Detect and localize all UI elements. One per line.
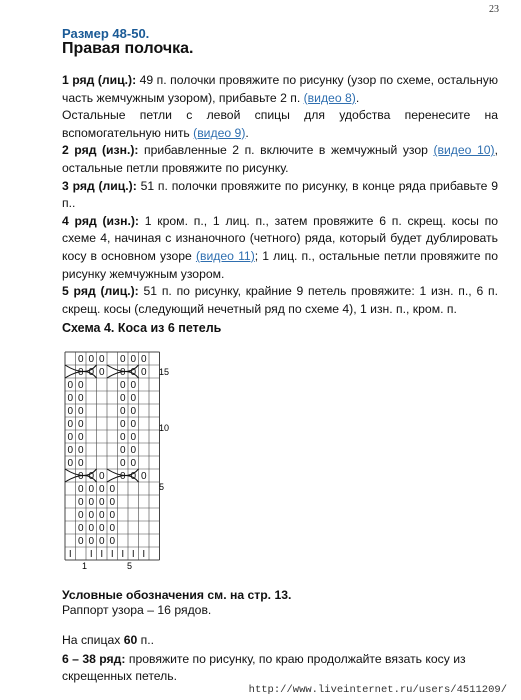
knit-symbol: I: [100, 549, 104, 560]
purl-symbol: 0: [140, 367, 147, 378]
knit-symbol: I: [121, 549, 125, 560]
purl-symbol: 0: [77, 510, 84, 521]
purl-symbol: 0: [119, 406, 126, 417]
purl-symbol: 0: [67, 458, 74, 469]
purl-symbol: 0: [130, 458, 137, 469]
row-4-paragraph: [62, 213, 498, 283]
video-11-link[interactable]: (видео 11): [195, 248, 255, 263]
purl-symbol: 0: [98, 367, 105, 378]
row-4-end: ; 1 лиц. п., остальные петли провяжите по рисунку жемчужным узором.: [62, 248, 499, 281]
purl-symbol: 0: [119, 367, 126, 378]
size-heading: Размер 48-50.: [62, 26, 150, 41]
purl-symbol: 0: [77, 497, 84, 508]
rows-6-38-label: 6 – 38 ряд:: [62, 652, 126, 666]
purl-symbol: 0: [77, 458, 84, 469]
diagram-title: Схема 4. Коса из 6 петель: [62, 321, 222, 335]
purl-symbol: 0: [98, 510, 105, 521]
purl-symbol: 0: [88, 354, 95, 365]
purl-symbol: 0: [130, 471, 137, 482]
purl-symbol: 0: [77, 354, 84, 365]
purl-symbol: 0: [119, 354, 126, 365]
watermark: http://www.liveinternet.ru/users/4511209/: [248, 684, 507, 696]
row-1b-text: Остальные петли с левой спицы для удобства перенесите на вспомогательную нить: [62, 108, 498, 140]
row-5-paragraph: [62, 283, 498, 318]
video-10-link[interactable]: (видео 10): [433, 143, 495, 158]
purl-symbol: 0: [98, 523, 105, 534]
purl-symbol: 0: [119, 471, 126, 482]
purl-symbol: 0: [119, 419, 126, 430]
purl-symbol: 0: [119, 458, 126, 469]
purl-symbol: 0: [109, 510, 116, 521]
knit-symbol: I: [89, 549, 93, 560]
needles-note: [62, 633, 154, 647]
purl-symbol: 0: [67, 393, 74, 404]
purl-symbol: 0: [119, 445, 126, 456]
purl-symbol: 0: [77, 484, 84, 495]
purl-symbol: 0: [67, 406, 74, 417]
purl-symbol: 0: [130, 432, 137, 443]
purl-symbol: 0: [77, 393, 84, 404]
needles-end: п..: [137, 633, 155, 647]
purl-symbol: 0: [98, 471, 105, 482]
knit-symbol: I: [131, 549, 135, 560]
purl-symbol: 0: [77, 471, 84, 482]
purl-symbol: 0: [88, 367, 95, 378]
row-4-label: 4 ряд (изн.):: [62, 213, 139, 228]
purl-symbol: 0: [67, 445, 74, 456]
purl-symbol: 0: [130, 367, 137, 378]
row-2-text: прибавленные 2 п. включите в жемчужный узор: [138, 143, 434, 158]
left-bottom-label: 1: [82, 561, 88, 571]
purl-symbol: 0: [88, 510, 95, 521]
purl-symbol: 0: [77, 536, 84, 547]
row-1-label: 1 ряд (лиц.):: [62, 73, 137, 87]
video-8-link[interactable]: (видео 8): [303, 90, 356, 105]
purl-symbol: 0: [130, 380, 137, 391]
knit-symbol: I: [110, 549, 114, 560]
row-3-text: 51 п. полочки провяжите по рисунку, в конце ряда прибавьте 9 п..: [62, 178, 498, 211]
purl-symbol: 0: [88, 523, 95, 534]
purl-symbol: 0: [119, 393, 126, 404]
row-3-paragraph: [62, 178, 498, 213]
purl-symbol: 0: [130, 354, 137, 365]
purl-symbol: 0: [140, 354, 147, 365]
row-label-5: 5: [159, 482, 165, 492]
row-1-end: .: [355, 90, 360, 105]
purl-symbol: 0: [109, 497, 116, 508]
legend-note: Условные обозначения см. на стр. 13.: [62, 588, 292, 602]
row-2-paragraph: [62, 142, 498, 177]
rows-6-38-text: провяжите по рисунку, по краю продолжайте вязать косу из скрещенных петель.: [62, 652, 466, 683]
purl-symbol: 0: [140, 471, 147, 482]
purl-symbol: 0: [77, 367, 84, 378]
needles-count: 60: [123, 633, 138, 647]
row-1-paragraph: [62, 72, 498, 107]
chart-symbols: [65, 354, 147, 560]
purl-symbol: 0: [88, 497, 95, 508]
purl-symbol: 0: [130, 445, 137, 456]
final-rows: [62, 651, 498, 685]
needles-label: На спицах: [62, 633, 124, 647]
purl-symbol: 0: [130, 393, 137, 404]
row-label-15: 15: [159, 367, 170, 377]
purl-symbol: 0: [98, 484, 105, 495]
purl-symbol: 0: [77, 380, 84, 391]
purl-symbol: 0: [109, 484, 116, 495]
row-label-10: 10: [159, 423, 170, 433]
knit-symbol: I: [142, 549, 146, 560]
purl-symbol: 0: [130, 419, 137, 430]
page-number: 23: [489, 4, 499, 15]
row-1b-end: .: [245, 125, 249, 140]
knit-symbol: I: [68, 549, 72, 560]
purl-symbol: 0: [77, 445, 84, 456]
purl-symbol: 0: [88, 471, 95, 482]
row-4-text: 1 кром. п., 1 лиц. п., затем провяжите 6 п. скрещ. косы по схеме 4, начиная с изнаночного (четного) ряда, который будет дублировать косу в основном узоре: [62, 213, 498, 263]
stitch-label-5: 5: [127, 561, 133, 571]
purl-symbol: 0: [98, 536, 105, 547]
video-9-link[interactable]: (видео 9): [193, 125, 246, 140]
instructions: [62, 72, 498, 318]
purl-symbol: 0: [130, 406, 137, 417]
purl-symbol: 0: [88, 484, 95, 495]
cable-chart: [63, 350, 188, 572]
purl-symbol: 0: [109, 536, 116, 547]
row-2-end: , остальные петли провяжите по рисунку.: [62, 143, 498, 175]
row-1b-paragraph: [62, 107, 498, 142]
purl-symbol: 0: [77, 432, 84, 443]
purl-symbol: 0: [98, 497, 105, 508]
purl-symbol: 0: [67, 432, 74, 443]
row-3-label: 3 ряд (лиц.):: [62, 178, 137, 193]
row-1-text: 49 п. полочки провяжите по рисунку (узор по схеме, остальную часть жемчужным узором), прибавьте 2 п.: [62, 73, 498, 105]
row-5-label: 5 ряд (лиц.):: [62, 284, 139, 299]
purl-symbol: 0: [67, 419, 74, 430]
purl-symbol: 0: [88, 536, 95, 547]
purl-symbol: 0: [119, 380, 126, 391]
row-2-label: 2 ряд (изн.):: [62, 143, 139, 158]
repeat-note: Раппорт узора – 16 рядов.: [62, 603, 212, 617]
row-5-text: 51 п. по рисунку, крайние 9 петель провяжите: 1 изн. п., 6 п. скрещ. косы (следующий нечетный ряд по схеме 4), 1 изн. п., кром. п.: [62, 284, 498, 316]
purl-symbol: 0: [109, 523, 116, 534]
purl-symbol: 0: [119, 432, 126, 443]
purl-symbol: 0: [77, 419, 84, 430]
purl-symbol: 0: [77, 406, 84, 417]
purl-symbol: 0: [77, 523, 84, 534]
purl-symbol: 0: [98, 354, 105, 365]
section-title: Правая полочка.: [62, 40, 194, 57]
purl-symbol: 0: [67, 380, 74, 391]
